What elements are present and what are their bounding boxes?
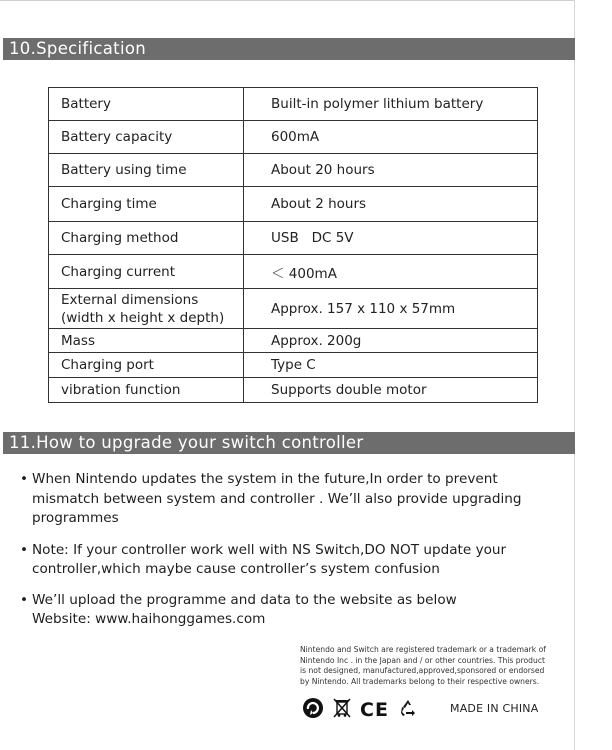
made-in-label: MADE IN CHINA bbox=[450, 702, 539, 715]
spec-key: Charging time bbox=[49, 187, 244, 222]
spec-value: Supports double motor bbox=[244, 378, 538, 403]
bullet: • bbox=[20, 541, 29, 558]
spec-row-battery-capacity bbox=[49, 121, 538, 154]
spec-row-charging-time bbox=[49, 187, 538, 222]
note-line: mismatch between system and controller . We’ll also provide upgrading bbox=[32, 490, 522, 507]
page-right-border bbox=[574, 0, 575, 750]
spec-value: Built-in polymer lithium battery bbox=[244, 88, 538, 121]
specification-table bbox=[48, 87, 538, 403]
section-11-header bbox=[3, 432, 575, 454]
spec-key: Charging current bbox=[49, 255, 244, 289]
spec-key: Charging method bbox=[49, 222, 244, 255]
bullet: • bbox=[20, 471, 29, 487]
section-11-number: 11. bbox=[9, 433, 37, 452]
spec-key-line-2: (width x height x depth) bbox=[61, 309, 225, 326]
disclaimer-line: Nintendo Inc . in the Japan and / or other countries. This product bbox=[300, 655, 545, 665]
disclaimer-line: by Nintendo. All trademarks belong to their respective owners. bbox=[300, 676, 540, 686]
trademark-disclaimer bbox=[300, 645, 562, 687]
disclaimer-line: is not designed, manufactured,approved,sponsored or endorsed bbox=[300, 666, 545, 676]
recycling-triangle-icon bbox=[398, 698, 418, 722]
spec-value: 600mA bbox=[244, 121, 538, 154]
spec-key: Battery capacity bbox=[49, 121, 244, 154]
note-line: controller,which maybe cause controller’s system confusion bbox=[32, 561, 440, 577]
spec-row-charging-method bbox=[49, 222, 538, 255]
spec-row-charging-current bbox=[49, 255, 538, 289]
page-top-border bbox=[0, 0, 575, 1]
spec-row-vibration-function bbox=[49, 378, 538, 403]
ce-mark-icon: CE bbox=[360, 699, 389, 721]
weee-bin-icon bbox=[333, 697, 351, 723]
spec-row-external-dimensions bbox=[49, 289, 538, 329]
spec-value: USB DC 5V bbox=[244, 222, 538, 255]
bullet: • bbox=[20, 591, 29, 608]
list-item bbox=[16, 470, 561, 529]
list-item bbox=[16, 591, 561, 630]
section-10-title: Specification bbox=[36, 39, 146, 58]
compliance-marks bbox=[302, 698, 418, 722]
spec-value: About 20 hours bbox=[244, 154, 538, 187]
disclaimer-line: Nintendo and Switch are registered trademark or a trademark of bbox=[300, 645, 546, 654]
spec-key-line-1: External dimensions bbox=[61, 291, 199, 308]
note-line: Website: www.haihonggames.com bbox=[32, 611, 266, 627]
spec-row-battery-using-time bbox=[49, 154, 538, 187]
spec-row-charging-port bbox=[49, 353, 538, 378]
section-11-title: How to upgrade your switch controller bbox=[36, 433, 364, 452]
spec-value: Type C bbox=[244, 353, 538, 378]
recycle-arrow-icon bbox=[302, 697, 324, 723]
note-line: programmes bbox=[32, 510, 119, 526]
spec-key: Mass bbox=[49, 329, 244, 353]
spec-value: ＜ 400mA bbox=[244, 255, 538, 289]
spec-key: Charging port bbox=[49, 353, 244, 378]
spec-value: About 2 hours bbox=[244, 187, 538, 222]
spec-key bbox=[49, 289, 244, 329]
note-line: We’ll upload the programme and data to the website as below bbox=[32, 591, 457, 608]
section-10-number: 10. bbox=[9, 39, 37, 58]
section-10-header bbox=[3, 38, 575, 60]
spec-row-mass bbox=[49, 329, 538, 353]
spec-key: Battery bbox=[49, 88, 244, 121]
note-line: When Nintendo updates the system in the future,In order to prevent bbox=[32, 471, 498, 487]
upgrade-notes-list bbox=[16, 470, 561, 630]
spec-value: Approx. 200g bbox=[244, 329, 538, 353]
spec-row-battery bbox=[49, 88, 538, 121]
spec-key: vibration function bbox=[49, 378, 244, 403]
spec-key: Battery using time bbox=[49, 154, 244, 187]
spec-value: Approx. 157 x 110 x 57mm bbox=[244, 289, 538, 329]
list-item bbox=[16, 541, 561, 580]
note-line: Note: If your controller work well with NS Switch,DO NOT update your bbox=[32, 541, 507, 558]
